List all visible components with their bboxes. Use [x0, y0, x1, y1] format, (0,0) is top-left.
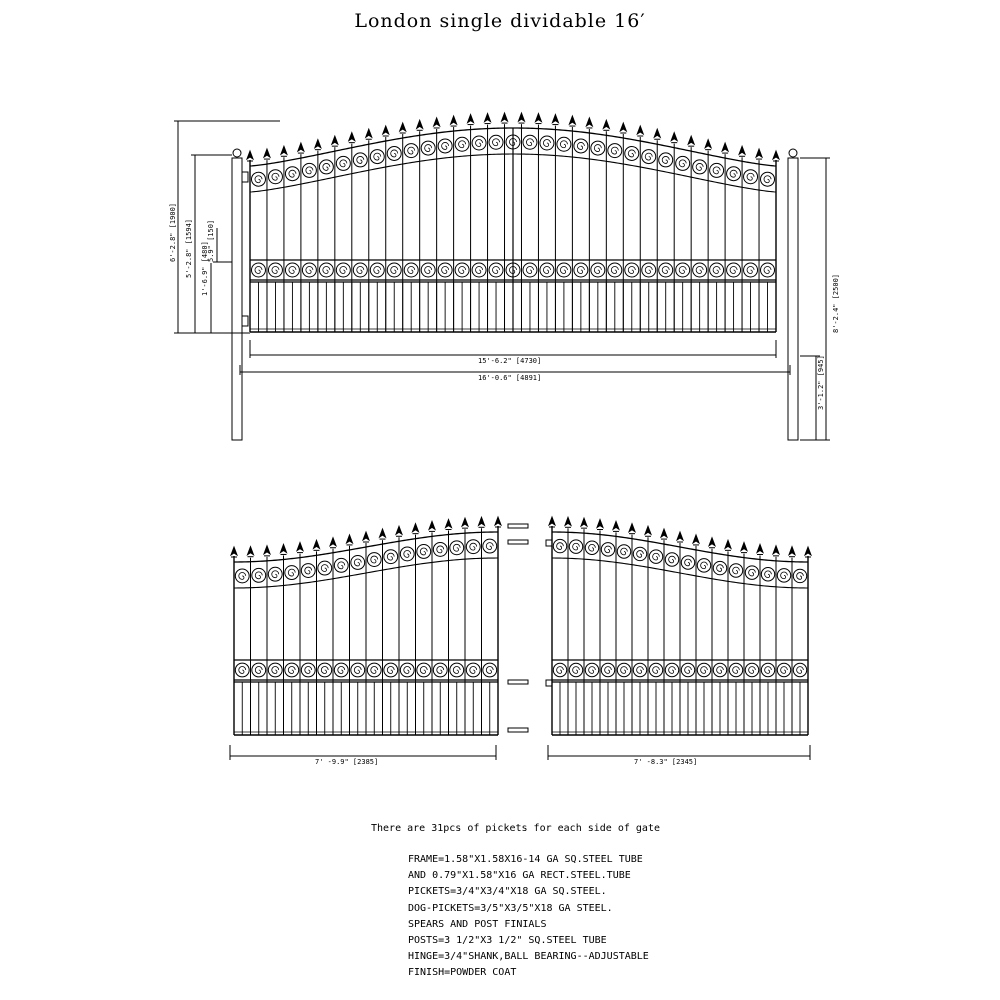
scroll-curl: [701, 562, 708, 569]
scroll-curl: [453, 667, 460, 674]
scroll-curl: [621, 548, 628, 555]
spec-line: HINGE=3/4"SHANK,BALL BEARING--ADJUSTABLE: [408, 951, 649, 963]
spear-finial: [468, 115, 474, 123]
scroll-curl: [730, 267, 737, 274]
scroll-curl: [781, 667, 788, 674]
spear-finial: [347, 535, 353, 543]
scroll-curl: [408, 147, 415, 154]
scroll-curl: [437, 546, 444, 553]
scroll-curl: [323, 267, 330, 274]
spear-finial: [757, 544, 763, 552]
spear-finial: [462, 518, 468, 526]
right-leaf-elevation: [546, 517, 811, 735]
scroll-curl: [526, 139, 533, 146]
scroll-ornament: [601, 543, 614, 556]
scroll-curl: [420, 548, 427, 555]
split-bracket: [508, 524, 528, 528]
scroll-curl: [459, 141, 466, 148]
spear-finial: [552, 115, 558, 123]
spec-line: PICKETS=3/4"X3/4"X18 GA SQ.STEEL.: [408, 886, 607, 898]
spear-finial: [756, 149, 762, 157]
spec-line: FRAME=1.58"X1.58X16-14 GA SQ.STEEL TUBE: [408, 854, 643, 865]
dim-overall-height: 6'-2.8" [1900]: [169, 202, 177, 262]
spear-finial: [429, 521, 435, 529]
scroll-curl: [340, 267, 347, 274]
scroll-curl: [357, 267, 364, 274]
scroll-curl: [323, 163, 330, 170]
scroll-curl: [486, 543, 493, 550]
spear-finial: [518, 113, 524, 121]
scroll-curl: [425, 145, 432, 152]
scroll-curl: [749, 569, 756, 576]
spear-finial: [661, 529, 667, 537]
scroll-curl: [289, 267, 296, 274]
scroll-curl: [628, 150, 635, 157]
spear-finial: [709, 538, 715, 546]
scroll-curl: [255, 267, 262, 274]
scroll-curl: [239, 667, 246, 674]
spear-finial: [479, 517, 485, 525]
spear-finial: [434, 118, 440, 126]
spear-finial: [613, 521, 619, 529]
scroll-curl: [747, 267, 754, 274]
scroll-curl: [493, 139, 500, 146]
scroll-curl: [662, 267, 669, 274]
post-cap: [233, 149, 241, 157]
scroll-curl: [404, 667, 411, 674]
spear-finial: [789, 547, 795, 555]
spear-finial: [805, 547, 811, 555]
spear-finial: [485, 114, 491, 122]
scroll-curl: [628, 267, 635, 274]
spec-line: AND 0.79"X1.58"X16 GA RECT.STEEL.TUBE: [408, 870, 631, 882]
scroll-curl: [408, 267, 415, 274]
scroll-curl: [577, 267, 584, 274]
scroll-curl: [611, 147, 618, 154]
spear-finial: [535, 114, 541, 122]
spec-line: DOG-PICKETS=3/5"X3/5"X18 GA STEEL.: [408, 902, 613, 914]
scroll-curl: [747, 173, 754, 180]
scroll-curl: [733, 667, 740, 674]
scroll-curl: [288, 667, 295, 674]
scroll-curl: [543, 267, 550, 274]
scroll-curl: [781, 572, 788, 579]
dim-frame-height: 5'-2.8" [1594]: [185, 218, 193, 278]
spear-finial: [637, 126, 643, 134]
left-post: [232, 158, 242, 440]
diagram-title: London single dividable 16′: [354, 10, 646, 32]
scroll-curl: [404, 550, 411, 557]
scroll-curl: [340, 160, 347, 167]
spear-finial: [502, 113, 508, 121]
scroll-curl: [764, 267, 771, 274]
split-bracket: [508, 680, 528, 684]
spear-finial: [495, 517, 501, 525]
scroll-curl: [701, 667, 708, 674]
scroll-curl: [653, 667, 660, 674]
spear-finial: [603, 120, 609, 128]
dim-bottom-section: 1'-6.9" [480]: [201, 241, 209, 296]
spear-finial: [281, 544, 287, 552]
spear-finial: [396, 526, 402, 534]
scroll-curl: [305, 667, 312, 674]
spear-finial: [413, 524, 419, 532]
scroll-curl: [272, 173, 279, 180]
scroll-curl: [717, 667, 724, 674]
scroll-curl: [733, 567, 740, 574]
scroll-curl: [354, 667, 361, 674]
split-bracket: [508, 728, 528, 732]
scroll-curl: [476, 140, 483, 147]
spear-finial: [417, 120, 423, 128]
spear-finial: [671, 133, 677, 141]
scroll-curl: [526, 267, 533, 274]
scroll-ornament: [681, 556, 694, 569]
scroll-curl: [387, 553, 394, 560]
scroll-curl: [765, 667, 772, 674]
scroll-curl: [371, 556, 378, 563]
spear-finial: [315, 140, 321, 148]
scroll-curl: [637, 667, 644, 674]
spear-finial: [586, 118, 592, 126]
scroll-curl: [573, 543, 580, 550]
scroll-curl: [605, 667, 612, 674]
spear-finial: [773, 546, 779, 554]
hinge: [242, 172, 248, 182]
scroll-curl: [453, 544, 460, 551]
scroll-curl: [459, 267, 466, 274]
scroll-curl: [354, 559, 361, 566]
scroll-curl: [645, 153, 652, 160]
spear-finial: [705, 140, 711, 148]
scroll-curl: [605, 546, 612, 553]
scroll-curl: [594, 145, 601, 152]
scroll-curl: [669, 556, 676, 563]
hinge: [546, 680, 552, 686]
scroll-curl: [621, 667, 628, 674]
spear-finial: [654, 129, 660, 137]
spear-finial: [565, 517, 571, 525]
spear-finial: [298, 143, 304, 151]
spear-finial: [597, 520, 603, 528]
scroll-curl: [594, 267, 601, 274]
scroll-curl: [637, 551, 644, 558]
scroll-curl: [577, 142, 584, 149]
scroll-curl: [589, 667, 596, 674]
spear-finial: [693, 535, 699, 543]
scroll-curl: [288, 569, 295, 576]
scroll-curl: [543, 140, 550, 147]
dim-post-span: 16'-0.6" [4891]: [478, 374, 542, 382]
spear-finial: [314, 540, 320, 548]
spear-finial: [383, 126, 389, 134]
scroll-curl: [685, 667, 692, 674]
scroll-curl: [685, 559, 692, 566]
scroll-curl: [713, 167, 720, 174]
hinge: [546, 540, 552, 546]
spec-line: SPEARS AND POST FINIALS: [408, 918, 547, 930]
spear-finial: [688, 136, 694, 144]
scroll-curl: [764, 176, 771, 183]
spear-finial: [620, 123, 626, 131]
spear-finial: [264, 546, 270, 554]
scroll-curl: [374, 153, 381, 160]
scroll-curl: [391, 267, 398, 274]
post-cap: [789, 149, 797, 157]
dim-top-gap: 5.9" [150]: [207, 219, 215, 262]
scroll-curl: [476, 267, 483, 274]
scroll-curl: [289, 170, 296, 177]
spear-finial: [451, 116, 457, 124]
scroll-curl: [255, 176, 262, 183]
spear-finial: [739, 146, 745, 154]
scroll-curl: [679, 267, 686, 274]
scroll-curl: [669, 667, 676, 674]
scroll-curl: [306, 267, 313, 274]
dim-left-leaf-width: 7' -9.9" [2385]: [315, 758, 379, 766]
spec-list: [408, 852, 649, 982]
scroll-curl: [611, 267, 618, 274]
scroll-curl: [589, 544, 596, 551]
dim-post-buried: 3'-1.2" [945]: [817, 355, 825, 410]
scroll-curl: [374, 267, 381, 274]
spear-finial: [581, 518, 587, 526]
spear-finial: [645, 526, 651, 534]
spear-finial: [569, 116, 575, 124]
scroll-curl: [442, 267, 449, 274]
scroll-curl: [730, 170, 737, 177]
spear-finial: [446, 520, 452, 528]
spear-finial: [330, 538, 336, 546]
scroll-curl: [305, 567, 312, 574]
spec-line: POSTS=3 1/2"X3 1/2" SQ.STEEL TUBE: [408, 935, 607, 947]
scroll-curl: [321, 565, 328, 572]
scroll-curl: [573, 667, 580, 674]
scroll-curl: [338, 562, 345, 569]
scroll-curl: [272, 267, 279, 274]
spear-finial: [380, 529, 386, 537]
scroll-curl: [239, 572, 246, 579]
scroll-curl: [662, 156, 669, 163]
scroll-curl: [560, 267, 567, 274]
scroll-curl: [442, 142, 449, 149]
picket-note: There are 31pcs of pickets for each side of gate: [371, 823, 660, 834]
scroll-curl: [653, 553, 660, 560]
spear-finial: [549, 517, 555, 525]
spear-finial: [247, 151, 253, 159]
spear-finial: [677, 532, 683, 540]
spear-finial: [349, 133, 355, 141]
scroll-curl: [797, 573, 804, 580]
scroll-curl: [391, 150, 398, 157]
dim-right-leaf-width: 7' -8.3" [2345]: [634, 758, 698, 766]
scroll-curl: [696, 163, 703, 170]
scroll-curl: [645, 267, 652, 274]
scroll-curl: [338, 667, 345, 674]
scroll-curl: [470, 543, 477, 550]
scroll-curl: [425, 267, 432, 274]
spear-finial: [231, 547, 237, 555]
scroll-curl: [272, 571, 279, 578]
scroll-curl: [420, 667, 427, 674]
scroll-curl: [387, 667, 394, 674]
spear-finial: [722, 143, 728, 151]
split-bracket: [508, 540, 528, 544]
scroll-curl: [371, 667, 378, 674]
scroll-curl: [306, 167, 313, 174]
scroll-curl: [272, 667, 279, 674]
scroll-curl: [255, 572, 262, 579]
spear-finial: [264, 149, 270, 157]
spear-finial: [400, 123, 406, 131]
scroll-curl: [470, 667, 477, 674]
scroll-curl: [560, 141, 567, 148]
scroll-curl: [357, 156, 364, 163]
spear-finial: [363, 532, 369, 540]
scroll-curl: [557, 543, 564, 550]
scroll-curl: [749, 667, 756, 674]
spec-line: FINISH=POWDER COAT: [408, 967, 517, 979]
scroll-curl: [679, 160, 686, 167]
scroll-curl: [557, 667, 564, 674]
right-post: [788, 158, 798, 440]
scroll-curl: [486, 667, 493, 674]
spear-finial: [629, 524, 635, 532]
spear-finial: [297, 543, 303, 551]
full-gate-elevation: [232, 113, 798, 440]
spear-finial: [332, 136, 338, 144]
scroll-curl: [765, 571, 772, 578]
spear-finial: [741, 543, 747, 551]
spear-finial: [366, 129, 372, 137]
scroll-curl: [797, 667, 804, 674]
scroll-curl: [437, 667, 444, 674]
scroll-curl: [255, 667, 262, 674]
spear-finial: [248, 547, 254, 555]
dim-gate-width: 15'-6.2" [4730]: [478, 357, 542, 365]
scroll-curl: [321, 667, 328, 674]
scroll-curl: [717, 565, 724, 572]
scroll-curl: [493, 267, 500, 274]
scroll-curl: [713, 267, 720, 274]
spear-finial: [281, 146, 287, 154]
spear-finial: [725, 540, 731, 548]
scroll-curl: [696, 267, 703, 274]
left-leaf-elevation: [231, 517, 528, 735]
dim-post-height: 8'-2.4" [2500]: [832, 273, 840, 333]
spear-finial: [773, 151, 779, 159]
hinge: [242, 316, 248, 326]
